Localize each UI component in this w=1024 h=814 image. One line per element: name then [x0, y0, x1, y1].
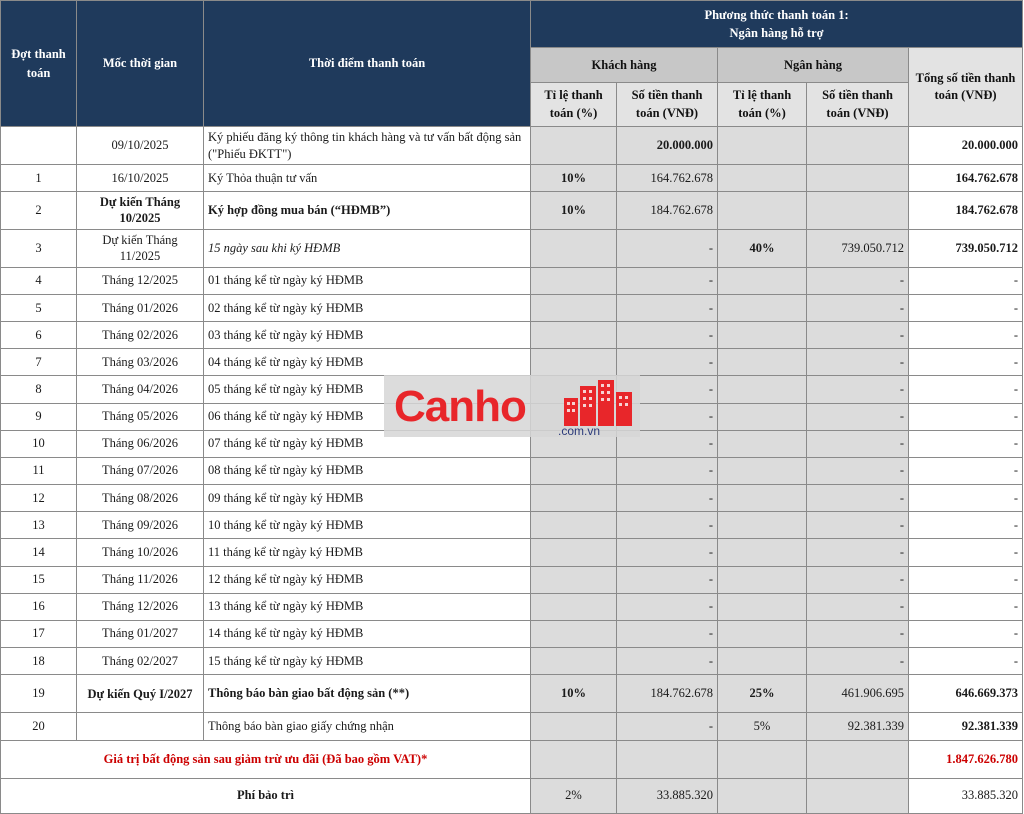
customer-amount-cell: -: [617, 539, 718, 566]
payment-time-cell: 15 ngày sau khi ký HĐMB: [204, 229, 531, 267]
customer-rate-cell: [531, 593, 617, 620]
payment-time-cell: 09 tháng kể từ ngày ký HĐMB: [204, 485, 531, 512]
empty-cell: [718, 778, 807, 813]
table-row: [1, 229, 1023, 267]
customer-amount-cell: -: [617, 403, 718, 430]
payment-time-cell: 10 tháng kể từ ngày ký HĐMB: [204, 512, 531, 539]
bank-rate-cell: [718, 403, 807, 430]
customer-rate-cell: [531, 647, 617, 674]
installment-no: 20: [1, 713, 77, 740]
header-total: Tổng số tiền thanh toán (VNĐ): [909, 48, 1023, 127]
milestone-cell: 09/10/2025: [77, 127, 204, 165]
milestone-cell: Dự kiến Quý I/2027: [77, 675, 204, 713]
milestone-cell: Tháng 05/2026: [77, 403, 204, 430]
header-bank-rate: Tỉ lệ thanh toán (%): [718, 83, 807, 127]
bank-rate-cell: [718, 349, 807, 376]
bank-amount-cell: -: [807, 593, 909, 620]
installment-no: 17: [1, 620, 77, 647]
total-cell: 646.669.373: [909, 675, 1023, 713]
installment-no: 16: [1, 593, 77, 620]
customer-amount-cell: -: [617, 485, 718, 512]
installment-no: 2: [1, 192, 77, 229]
customer-rate-cell: 10%: [531, 192, 617, 229]
bank-amount-cell: [807, 127, 909, 165]
payment-time-cell: [204, 127, 531, 165]
bank-rate-cell: [718, 620, 807, 647]
bank-amount-cell: 92.381.339: [807, 713, 909, 740]
table-row: [1, 539, 1023, 566]
milestone-cell: 16/10/2025: [77, 165, 204, 192]
table-row: [1, 566, 1023, 593]
payment-time-text: Ký phiếu đăng ký thông tin khách hàng và tư vấn bất động sản ("Phiếu ĐKTT"): [208, 130, 522, 161]
table-row: [1, 165, 1023, 192]
customer-rate-cell: [531, 457, 617, 484]
bank-amount-cell: -: [807, 430, 909, 457]
milestone-cell: Tháng 01/2027: [77, 620, 204, 647]
customer-rate-cell: [531, 349, 617, 376]
customer-amount-cell: -: [617, 647, 718, 674]
customer-amount-cell: 164.762.678: [617, 165, 718, 192]
payment-time-cell: Thông báo bàn giao bất động sản (**): [204, 675, 531, 713]
table-row: [1, 620, 1023, 647]
installment-no: 18: [1, 647, 77, 674]
installment-no: 10: [1, 430, 77, 457]
bank-rate-cell: [718, 127, 807, 165]
total-cell: -: [909, 566, 1023, 593]
customer-rate-cell: [531, 713, 617, 740]
header-bank-amount: Số tiền thanh toán (VNĐ): [807, 83, 909, 127]
customer-rate-cell: 10%: [531, 675, 617, 713]
property-value-total: 1.847.626.780: [909, 740, 1023, 778]
customer-amount-cell: -: [617, 294, 718, 321]
customer-amount-cell: -: [617, 512, 718, 539]
milestone-cell: Tháng 11/2026: [77, 566, 204, 593]
installment-no: 19: [1, 675, 77, 713]
bank-amount-cell: -: [807, 485, 909, 512]
milestone-cell: Tháng 12/2025: [77, 267, 204, 294]
installment-no: 4: [1, 267, 77, 294]
customer-rate-cell: [531, 229, 617, 267]
table-row: [1, 457, 1023, 484]
customer-amount-cell: 184.762.678: [617, 675, 718, 713]
total-cell: -: [909, 322, 1023, 349]
customer-rate-cell: 10%: [531, 165, 617, 192]
total-cell: 92.381.339: [909, 713, 1023, 740]
payment-time-cell: 06 tháng kể từ ngày ký HĐMB: [204, 403, 531, 430]
installment-no: 7: [1, 349, 77, 376]
table-row: [1, 593, 1023, 620]
milestone-cell: Tháng 03/2026: [77, 349, 204, 376]
total-cell: -: [909, 512, 1023, 539]
payment-time-cell: 13 tháng kể từ ngày ký HĐMB: [204, 593, 531, 620]
bank-rate-cell: [718, 376, 807, 403]
milestone-cell: Dự kiến Tháng 10/2025: [77, 192, 204, 229]
total-cell: -: [909, 593, 1023, 620]
header-installment: Đợt thanh toán: [1, 1, 77, 127]
payment-time-cell: 02 tháng kể từ ngày ký HĐMB: [204, 294, 531, 321]
empty-cell: [531, 740, 617, 778]
customer-rate-cell: [531, 566, 617, 593]
milestone-cell: Tháng 04/2026: [77, 376, 204, 403]
maintenance-fee-label: Phí bảo trì: [1, 778, 531, 813]
table-row: [1, 127, 1023, 165]
installment-no: 5: [1, 294, 77, 321]
method-subtitle: Ngân hàng hỗ trợ: [729, 26, 824, 40]
milestone-cell: Tháng 02/2026: [77, 322, 204, 349]
table-row: [1, 349, 1023, 376]
property-value-row: [1, 740, 1023, 778]
watermark-domain: .com.vn: [558, 424, 601, 438]
bank-rate-cell: [718, 430, 807, 457]
table-row: [1, 322, 1023, 349]
table-row: [1, 267, 1023, 294]
bank-amount-cell: -: [807, 294, 909, 321]
bank-rate-cell: [718, 512, 807, 539]
bank-amount-cell: -: [807, 512, 909, 539]
total-cell: 184.762.678: [909, 192, 1023, 229]
table-row: [1, 647, 1023, 674]
header-customer-rate: Tỉ lệ thanh toán (%): [531, 83, 617, 127]
customer-rate-cell: [531, 539, 617, 566]
customer-amount-cell: -: [617, 267, 718, 294]
total-cell: -: [909, 647, 1023, 674]
milestone-cell: Tháng 02/2027: [77, 647, 204, 674]
property-value-label: Giá trị bất động sản sau giảm trừ ưu đãi (Đã bao gồm VAT)*: [1, 740, 531, 778]
customer-rate-cell: [531, 267, 617, 294]
total-cell: -: [909, 349, 1023, 376]
bank-amount-cell: -: [807, 647, 909, 674]
installment-no: 12: [1, 485, 77, 512]
payment-time-cell: 07 tháng kể từ ngày ký HĐMB: [204, 430, 531, 457]
bank-amount-cell: [807, 165, 909, 192]
customer-amount-cell: -: [617, 349, 718, 376]
customer-rate-cell: [531, 512, 617, 539]
customer-amount-cell: -: [617, 566, 718, 593]
customer-amount-cell: -: [617, 430, 718, 457]
header-payment-method: [531, 1, 1023, 48]
payment-time-cell: 14 tháng kể từ ngày ký HĐMB: [204, 620, 531, 647]
installment-no: 3: [1, 229, 77, 267]
customer-amount-cell: -: [617, 457, 718, 484]
total-cell: -: [909, 539, 1023, 566]
installment-no: [1, 127, 77, 165]
milestone-cell: Tháng 01/2026: [77, 294, 204, 321]
bank-amount-cell: -: [807, 457, 909, 484]
bank-amount-cell: -: [807, 539, 909, 566]
maintenance-fee-total: 33.885.320: [909, 778, 1023, 813]
customer-amount-cell: 20.000.000: [617, 127, 718, 165]
customer-amount-cell: -: [617, 376, 718, 403]
total-cell: -: [909, 457, 1023, 484]
customer-rate-cell: [531, 620, 617, 647]
milestone-cell: Tháng 07/2026: [77, 457, 204, 484]
customer-amount-cell: -: [617, 229, 718, 267]
customer-amount-cell: -: [617, 713, 718, 740]
bank-rate-cell: 40%: [718, 229, 807, 267]
installment-no: 15: [1, 566, 77, 593]
total-cell: -: [909, 620, 1023, 647]
payment-time-cell: 01 tháng kể từ ngày ký HĐMB: [204, 267, 531, 294]
maintenance-fee-row: [1, 778, 1023, 813]
table-row: [1, 675, 1023, 713]
installment-no: 14: [1, 539, 77, 566]
empty-cell: [617, 740, 718, 778]
bank-rate-cell: [718, 267, 807, 294]
maintenance-fee-rate: 2%: [531, 778, 617, 813]
bank-rate-cell: [718, 457, 807, 484]
empty-cell: [807, 740, 909, 778]
bank-rate-cell: [718, 294, 807, 321]
bank-rate-cell: 5%: [718, 713, 807, 740]
empty-cell: [718, 740, 807, 778]
customer-amount-cell: -: [617, 620, 718, 647]
customer-rate-cell: [531, 127, 617, 165]
payment-time-cell: 08 tháng kể từ ngày ký HĐMB: [204, 457, 531, 484]
total-cell: -: [909, 376, 1023, 403]
bank-amount-cell: -: [807, 349, 909, 376]
payment-time-cell: Ký hợp đồng mua bán (“HĐMB”): [204, 192, 531, 229]
payment-time-cell: 04 tháng kể từ ngày ký HĐMB: [204, 349, 531, 376]
total-cell: -: [909, 430, 1023, 457]
bank-rate-cell: 25%: [718, 675, 807, 713]
header-payment-time: Thời điểm thanh toán: [204, 1, 531, 127]
customer-amount-cell: 184.762.678: [617, 192, 718, 229]
bank-rate-cell: [718, 593, 807, 620]
table-row: [1, 485, 1023, 512]
bank-rate-cell: [718, 165, 807, 192]
bank-amount-cell: 739.050.712: [807, 229, 909, 267]
total-cell: -: [909, 267, 1023, 294]
installment-no: 13: [1, 512, 77, 539]
installment-no: 6: [1, 322, 77, 349]
watermark-brand: Canho: [394, 382, 526, 431]
bank-amount-cell: -: [807, 566, 909, 593]
header-milestone: Mốc thời gian: [77, 1, 204, 127]
canho-watermark: [384, 375, 640, 437]
bank-amount-cell: -: [807, 322, 909, 349]
total-cell: -: [909, 403, 1023, 430]
customer-rate-cell: [531, 294, 617, 321]
header-customer-amount: Số tiền thanh toán (VNĐ): [617, 83, 718, 127]
installment-no: 8: [1, 376, 77, 403]
payment-time-cell: 15 tháng kể từ ngày ký HĐMB: [204, 647, 531, 674]
milestone-cell: Tháng 06/2026: [77, 430, 204, 457]
installment-no: 1: [1, 165, 77, 192]
bank-amount-cell: -: [807, 376, 909, 403]
milestone-cell: Tháng 10/2026: [77, 539, 204, 566]
total-cell: -: [909, 294, 1023, 321]
table-row: [1, 713, 1023, 740]
total-cell: -: [909, 485, 1023, 512]
table-row: [1, 512, 1023, 539]
method-title: Phương thức thanh toán 1:: [704, 7, 849, 22]
customer-amount-cell: -: [617, 322, 718, 349]
table-row: [1, 192, 1023, 229]
building-icon: [562, 380, 634, 426]
total-cell: 164.762.678: [909, 165, 1023, 192]
maintenance-fee-amount: 33.885.320: [617, 778, 718, 813]
payment-time-cell: 11 tháng kể từ ngày ký HĐMB: [204, 539, 531, 566]
milestone-cell: Tháng 09/2026: [77, 512, 204, 539]
customer-amount-cell: -: [617, 593, 718, 620]
total-cell: 739.050.712: [909, 229, 1023, 267]
bank-amount-cell: -: [807, 620, 909, 647]
bank-amount-cell: -: [807, 267, 909, 294]
bank-amount-cell: [807, 192, 909, 229]
installment-no: 11: [1, 457, 77, 484]
milestone-cell: [77, 713, 204, 740]
milestone-cell: Tháng 12/2026: [77, 593, 204, 620]
milestone-cell: Dự kiến Tháng 11/2025: [77, 229, 204, 267]
bank-rate-cell: [718, 647, 807, 674]
header-bank-group: Ngân hàng: [718, 48, 909, 83]
bank-rate-cell: [718, 192, 807, 229]
header-customer-group: Khách hàng: [531, 48, 718, 83]
bank-amount-cell: 461.906.695: [807, 675, 909, 713]
bank-rate-cell: [718, 539, 807, 566]
empty-cell: [807, 778, 909, 813]
installment-no: 9: [1, 403, 77, 430]
bank-rate-cell: [718, 485, 807, 512]
payment-time-cell: Ký Thỏa thuận tư vấn: [204, 165, 531, 192]
customer-rate-cell: [531, 485, 617, 512]
payment-time-cell: 03 tháng kể từ ngày ký HĐMB: [204, 322, 531, 349]
table-row: [1, 294, 1023, 321]
bank-rate-cell: [718, 566, 807, 593]
payment-time-cell: Thông báo bàn giao giấy chứng nhận: [204, 713, 531, 740]
bank-amount-cell: -: [807, 403, 909, 430]
payment-time-cell: 12 tháng kể từ ngày ký HĐMB: [204, 566, 531, 593]
customer-rate-cell: [531, 322, 617, 349]
payment-time-cell: 05 tháng kể từ ngày ký HĐMB: [204, 376, 531, 403]
milestone-cell: Tháng 08/2026: [77, 485, 204, 512]
bank-rate-cell: [718, 322, 807, 349]
total-cell: 20.000.000: [909, 127, 1023, 165]
